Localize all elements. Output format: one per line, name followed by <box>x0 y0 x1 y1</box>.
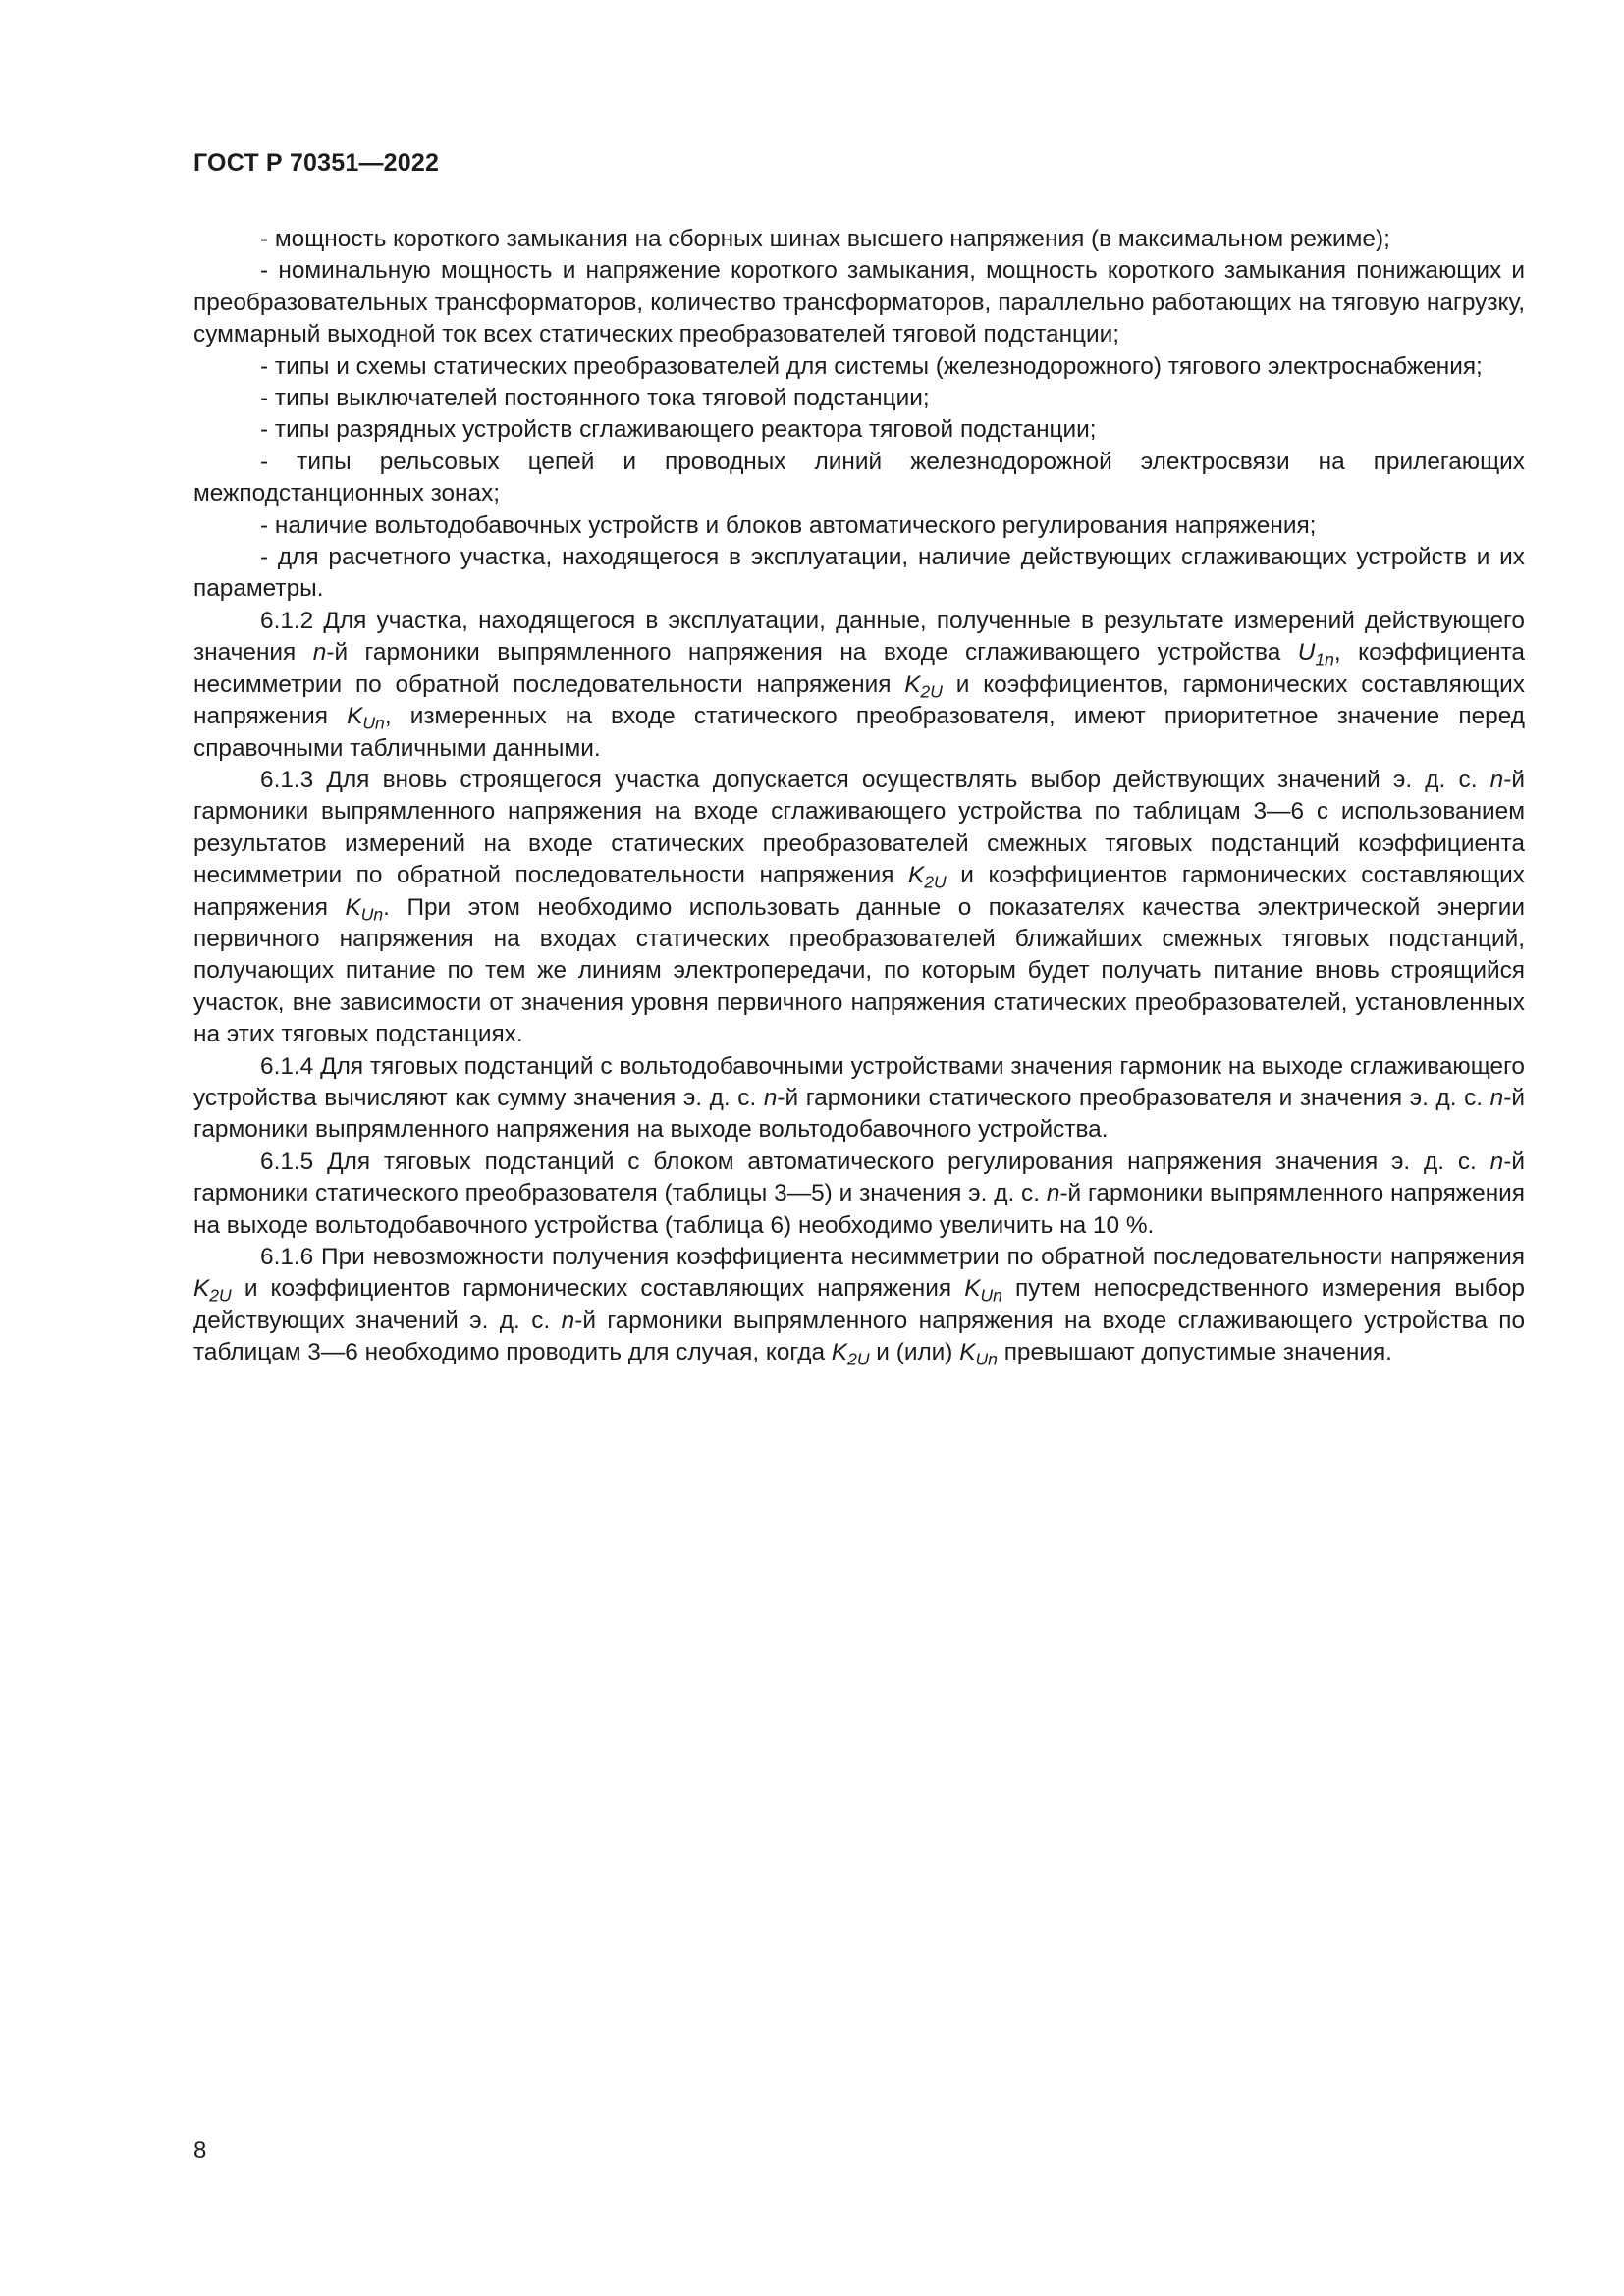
text-run: -й гармоники статического преобразователя и значения э. д. с. <box>777 1084 1490 1111</box>
paragraph-p11 <box>193 1051 1525 1147</box>
math-symbol <box>193 1275 232 1306</box>
text-run: -й гармоники выпрямленного напряжения на входе сглаживающего устройства <box>326 639 1298 667</box>
paragraph-p7 <box>193 510 1525 542</box>
math-symbol-subscript: Un <box>360 903 384 924</box>
page-number: 8 <box>193 2137 207 2163</box>
math-symbol-base: K <box>908 862 925 889</box>
math-symbol <box>1490 1148 1504 1175</box>
math-symbol-subscript: 2U <box>847 1349 870 1369</box>
text-run: -й гармоники выпрямленного напряжения на выходе вольтодобавочного устройства. <box>193 1084 1525 1144</box>
text-run: 6.1.6 При невозможности получения коэффициента несимметрии по обратной последовательности напряжения <box>260 1244 1525 1270</box>
text-run: и коэффициентов гармонических составляющих напряжения <box>231 1275 965 1303</box>
math-symbol-subscript: Un <box>362 713 385 733</box>
math-symbol-subscript: Un <box>975 1349 998 1369</box>
math-symbol-subscript: 2U <box>920 680 943 701</box>
text-run: - типы рельсовых цепей и проводных линий железнодорожной электросвязи на прилегающих межподстанционных зонах; <box>193 448 1525 507</box>
math-symbol-subscript: Un <box>980 1285 1002 1306</box>
text-run: -й гармоники выпрямленного напряжения на входе сглаживающего устройства по таблицам 3—6 необходимо проводить для случая, когда <box>193 1307 1526 1366</box>
text-run: - номинальную мощность и напряжение короткого замыкания, мощность короткого замыкания понижающих и преобразовательных трансформаторов, количество трансформаторов, параллельно работающих на тяговую нагрузку, суммарный выходной ток всех статических преобразователей тяговой подстанции; <box>193 257 1525 348</box>
math-symbol-base: K <box>347 703 363 730</box>
math-symbol <box>1490 1085 1504 1111</box>
math-symbol-base: n <box>1489 1148 1504 1175</box>
text-run: , коэффициента несимметрии по обратной последовательности напряжения <box>193 639 1525 698</box>
math-symbol-base: n <box>1489 766 1504 793</box>
paragraph-p12 <box>193 1147 1525 1242</box>
math-symbol-base: n <box>312 639 327 667</box>
paragraph-p2 <box>193 255 1525 350</box>
math-symbol-base: n <box>1046 1180 1060 1207</box>
text-run: , измеренных на входе статического преобразователя, имеют приоритетное значение перед справочными табличными данными. <box>193 703 1525 762</box>
text-run: 6.1.5 Для тяговых подстанций с блоком автоматического регулирования напряжения значения э. д. с. <box>260 1148 1490 1175</box>
text-run: - мощность короткого замыкания на сборных шинах высшего напряжения (в максимальном режиме); <box>260 226 1390 252</box>
math-symbol <box>1490 767 1504 793</box>
text-run: и (или) <box>869 1339 960 1366</box>
math-symbol-subscript: 2U <box>209 1285 232 1306</box>
text-run: и коэффициентов, гармонических составляющих напряжения <box>193 670 1525 730</box>
paragraph-p4 <box>193 383 1525 414</box>
text-run: 6.1.4 Для тяговых подстанций с вольтодобавочными устройствами значения гармоник на выходе сглаживающего устройства вычисляют как сумму значения э. д. с. <box>193 1052 1525 1111</box>
math-symbol <box>764 1085 778 1111</box>
math-symbol-subscript: 2U <box>924 872 947 892</box>
text-run: 6.1.3 Для вновь строящегося участка допускается осуществлять выбор действующих значений э. д. с. <box>260 766 1490 793</box>
text-run: - наличие вольтодобавочных устройств и блоков автоматического регулирования напряжения; <box>260 511 1317 539</box>
math-symbol <box>964 1275 1002 1306</box>
text-run: -й гармоники выпрямленного напряжения на входе сглаживающего устройства по таблицам 3—6 с использованием результатов измерений на входе статических преобразователей смежных тяговых подстанций коэффициента несимметрии по обратной последовательности напряжения <box>193 766 1525 889</box>
text-run: -й гармоники выпрямленного напряжения на выходе вольтодобавочного устройства (таблица 6) необходимо увеличить на 10 %. <box>193 1180 1525 1239</box>
paragraph-p5 <box>193 414 1525 446</box>
math-symbol <box>1047 1180 1060 1206</box>
text-run: - типы выключателей постоянного тока тяговой подстанции; <box>260 385 930 412</box>
document-body <box>193 224 1525 1369</box>
math-symbol-base: n <box>1489 1084 1504 1111</box>
math-symbol <box>347 703 385 733</box>
math-symbol-base: K <box>831 1339 848 1366</box>
text-run: - типы и схемы статических преобразователей для системы (железнодорожного) тягового электроснабжения; <box>260 352 1483 380</box>
math-symbol <box>959 1339 998 1369</box>
paragraph-p10 <box>193 765 1525 1051</box>
text-run: путем непосредственного измерения выбор действующих значений э. д. с. <box>193 1275 1525 1334</box>
math-symbol <box>831 1339 870 1369</box>
text-run: . При этом необходимо использовать данные о показателях качества электрической энергии первичного напряжения на входах статических преобразователей ближайших смежных тяговых подстанций, получающих питание по тем же линиям электропередачи, по которым будет получать питание вновь строящийся участок, вне зависимости от значения уровня первичного напряжения статических преобразователей, установленных на этих тяговых подстанциях. <box>193 893 1526 1048</box>
math-symbol-base: K <box>193 1275 210 1303</box>
paragraph-p13 <box>193 1242 1525 1369</box>
paragraph-p1 <box>193 224 1525 255</box>
math-symbol <box>562 1308 575 1334</box>
math-symbol-base: K <box>964 1275 981 1303</box>
text-run: 6.1.2 Для участка, находящегося в эксплуатации, данные, полученные в результате измерений действующего значения <box>193 607 1525 667</box>
paragraph-p6 <box>193 447 1525 510</box>
math-symbol-base: K <box>345 893 361 921</box>
math-symbol-base: n <box>763 1084 778 1111</box>
math-symbol <box>345 893 384 924</box>
text-run: - типы разрядных устройств сглаживающего реактора тяговой подстанции; <box>260 416 1097 444</box>
math-symbol-base: n <box>561 1307 575 1334</box>
paragraph-p9 <box>193 606 1525 765</box>
math-symbol-base: U <box>1297 639 1316 667</box>
math-symbol <box>908 862 947 892</box>
math-symbol <box>313 639 327 666</box>
text-run: и коэффициентов гармонических составляющих напряжения <box>193 862 1525 921</box>
math-symbol <box>904 670 943 701</box>
text-run: - для расчетного участка, находящегося в эксплуатации, наличие действующих сглаживающих устройств и их параметры. <box>193 544 1525 603</box>
math-symbol-subscript: 1n <box>1315 649 1334 669</box>
math-symbol <box>1297 639 1334 669</box>
math-symbol-base: K <box>904 670 921 698</box>
paragraph-p3 <box>193 351 1525 383</box>
paragraph-p8 <box>193 542 1525 606</box>
text-run: -й гармоники статического преобразователя (таблицы 3—5) и значения э. д. с. <box>193 1148 1525 1207</box>
text-run: превышают допустимые значения. <box>997 1339 1392 1366</box>
math-symbol-base: K <box>959 1339 976 1366</box>
document-header-code: ГОСТ Р 70351—2022 <box>193 149 440 177</box>
